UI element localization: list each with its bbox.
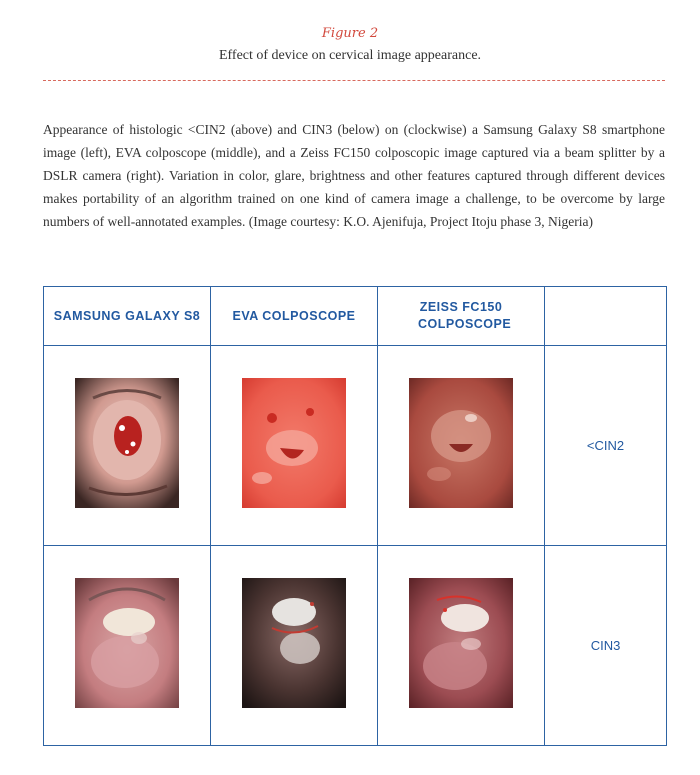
- cervix-photo-eva-cin2: [242, 378, 346, 508]
- cell-zeiss-cin3: [378, 546, 545, 746]
- device-comparison-table: [43, 286, 667, 746]
- header-zeiss: ZEISS FC150 COLPOSCOPE: [378, 287, 545, 346]
- divider: [43, 80, 665, 81]
- table-row: [44, 546, 667, 746]
- cell-eva-cin2: [211, 346, 378, 546]
- cervix-photo-zeiss-cin2: [409, 378, 513, 508]
- cell-eva-cin3: [211, 546, 378, 746]
- cell-samsung-cin3: [44, 546, 211, 746]
- figure-label: Figure 2: [321, 26, 379, 41]
- figure-title: Effect of device on cervical image appearance.: [218, 48, 482, 63]
- header-eva: EVA COLPOSCOPE: [211, 287, 378, 346]
- table-row: [44, 346, 667, 546]
- cervix-photo-eva-cin3: [242, 578, 346, 708]
- row-label-cin3: CIN3: [545, 546, 667, 746]
- cervix-photo-zeiss-cin3: [409, 578, 513, 708]
- cervix-photo-samsung-cin3: [75, 578, 179, 708]
- row-label-cin2: <CIN2: [545, 346, 667, 546]
- cell-samsung-cin2: [44, 346, 211, 546]
- cell-zeiss-cin2: [378, 346, 545, 546]
- cervix-photo-samsung-cin2: [75, 378, 179, 508]
- header-samsung: SAMSUNG GALAXY S8: [44, 287, 211, 346]
- figure-caption: Appearance of histologic <CIN2 (above) and CIN3 (below) on (clockwise) a Samsung Galaxy S8 smartphone image (left), EVA colposcope (middle), and a Zeiss FC150 colposcopic image captured via a beam splitter by a DSLR camera (right). Variation in color, glare, brightness and other features captured through different devices makes portability of an algorithm trained on one kind of camera image a challenge, to be overcome by large numbers of well-annotated examples. (Image courtesy: K.O. Ajenifuja, Project Itoju phase 3, Nigeria): [43, 122, 665, 229]
- header-empty: [545, 287, 667, 346]
